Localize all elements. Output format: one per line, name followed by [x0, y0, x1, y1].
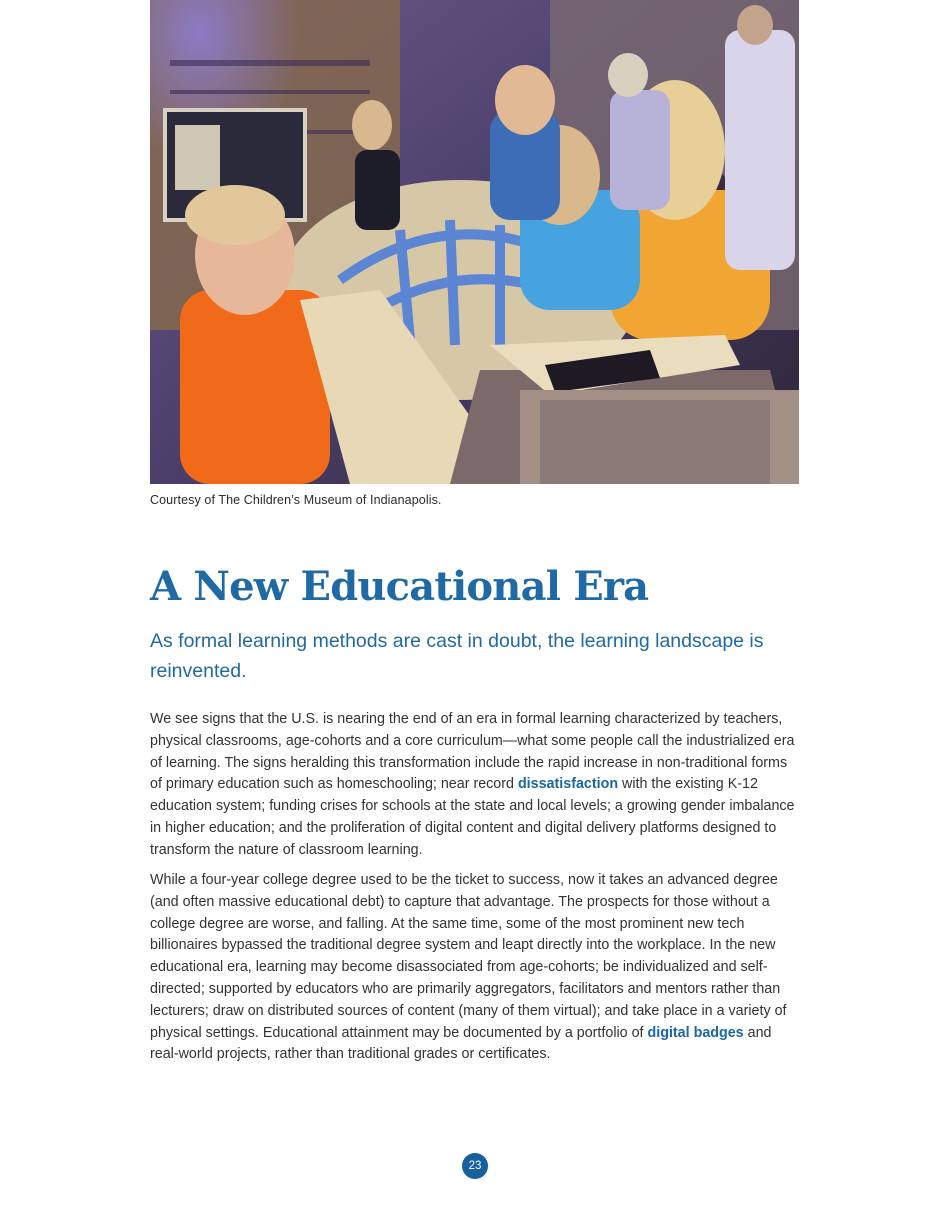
- body-paragraph-1: [150, 709, 800, 862]
- link-dissatisfaction[interactable]: dissatisfaction: [517, 776, 619, 793]
- photo-caption: Courtesy of The Children’s Museum of Indianapolis.: [150, 493, 442, 507]
- page-title: A New Educational Era: [150, 563, 649, 610]
- paragraph-text: While a four-year college degree used to be the ticket to success, now it takes an advanced degree (and often massive educational debt) to capture that advantage. The prospects for those without a college degree are worse, and falling. At the same time, some of the most prominent new tech billionaires bypassed the traditional degree system and leapt directly into the workplace. In the new educational era, learning may become disassociated from age-cohorts; be individualized and self-directed; supported by educators who are primarily aggregators, facilitators and mentors rather than lecturers; draw on distributed sources of content (many of them virtual); and take place in a variety of physical settings. Educational attainment may be documented by a portfolio of: [150, 872, 787, 1041]
- photo-illustration: [150, 0, 799, 484]
- museum-photo: [150, 0, 799, 484]
- paragraph-text: We see signs that the U.S. is nearing the end of an era in formal learning characterized by teachers, physical classrooms, age-cohorts and a core curriculum—what some people call the industrialized era of learning. The signs heralding this transformation include the rapid increase in non-traditional forms of primary education such as homeschooling; near record: [150, 711, 795, 793]
- body-paragraph-2: [150, 870, 800, 1066]
- link-digital-badges[interactable]: digital badges: [647, 1024, 744, 1041]
- page-subtitle: As formal learning methods are cast in doubt, the learning landscape is reinvented.: [150, 630, 764, 682]
- page-number-badge: 23: [462, 1153, 488, 1179]
- paragraph-text: and real-world projects, rather than traditional grades or certificates.: [150, 1024, 772, 1063]
- paragraph-text: with the existing K-12 education system; funding crises for schools at the state and local levels; a growing gender imbalance in higher education; and the proliferation of digital content and digital delivery platforms designed to transform the nature of classroom learning.: [150, 776, 795, 858]
